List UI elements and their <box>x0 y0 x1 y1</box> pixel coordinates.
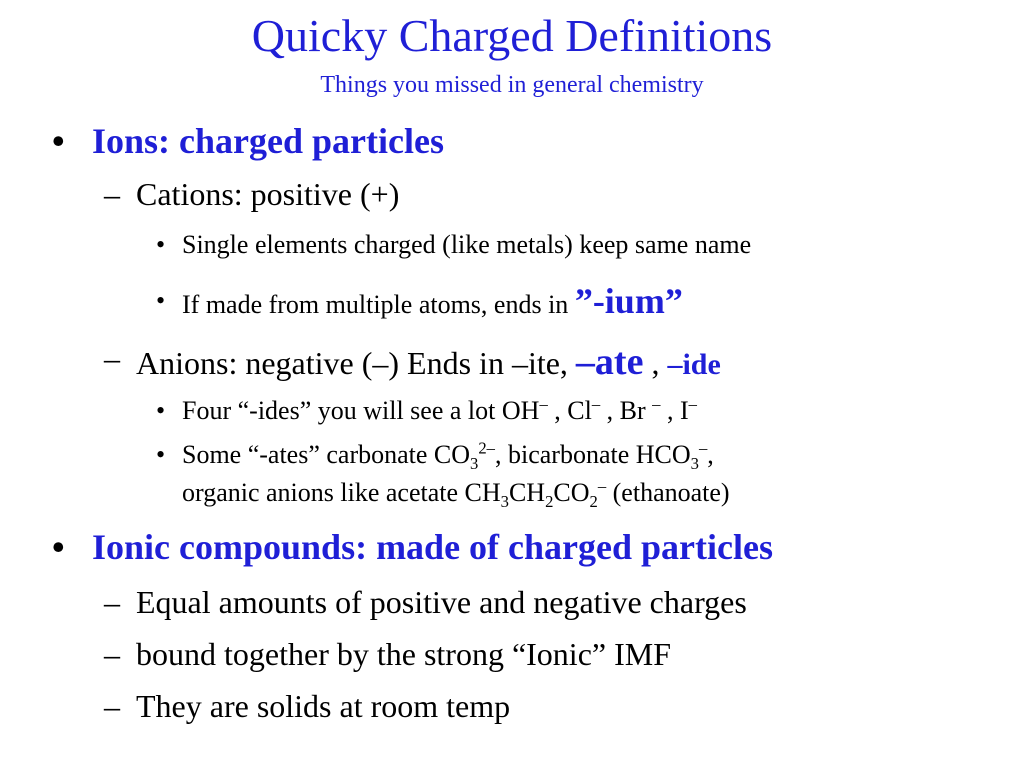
slide-title: Quicky Charged Definitions <box>251 10 773 61</box>
dash-marker: – <box>104 636 120 672</box>
charge-superscript: – <box>698 438 708 458</box>
ium-suffix: ”-ium” <box>574 281 683 321</box>
anions-separator: , <box>651 345 660 381</box>
cations-line: Cations: positive (+) <box>136 176 400 212</box>
formula-subscript: 3 <box>690 454 699 474</box>
anions-bullet-1 <box>182 396 697 426</box>
anions-bullet-2-text: , <box>707 440 714 469</box>
formula-subscript: 2 <box>589 492 598 512</box>
ionic-bullet-2: bound together by the strong “Ionic” IMF <box>136 636 671 672</box>
charge-superscript: – <box>591 394 601 414</box>
charge-superscript: – <box>597 476 607 496</box>
bullet-marker: • <box>52 527 65 567</box>
ionic-bullet-3: They are solids at room temp <box>136 688 511 724</box>
formula-subscript: 3 <box>500 492 509 512</box>
cations-bullet-1: Single elements charged (like metals) keep same name <box>182 230 752 259</box>
charge-superscript: 2– <box>478 438 495 458</box>
anions-bullet-2-text: organic anions like acetate CH <box>182 478 501 507</box>
dash-marker: – <box>104 176 120 212</box>
cations-bullet-2 <box>182 280 683 322</box>
ions-heading: Ions: charged particles <box>92 121 444 161</box>
anions-bullet-2-text: (ethanoate) <box>606 478 730 507</box>
charge-superscript: – <box>688 394 697 414</box>
ionic-heading: Ionic compounds: made of charged particles <box>92 527 773 567</box>
anions-bullet-2-text: CO <box>553 478 590 507</box>
dash-marker: – <box>104 584 120 620</box>
bullet-marker: • <box>156 286 166 315</box>
anions-bullet-2-line-2 <box>182 476 730 512</box>
formula-subscript: 2 <box>545 492 554 512</box>
bullet-marker: • <box>52 121 65 161</box>
anions-text: Anions: negative (–) Ends in –ite, <box>136 345 568 381</box>
anions-bullet-2-text: CH <box>508 478 546 507</box>
anions-bullet-1-text: Four “-ides” you will see a lot OH <box>182 396 540 425</box>
anions-bullet-1-text: , Cl <box>547 396 592 425</box>
dash-marker: – <box>104 688 120 724</box>
cations-bullet-2-text: If made from multiple atoms, ends in <box>182 290 569 319</box>
charge-superscript: – <box>539 394 548 414</box>
bullet-marker: • <box>156 396 166 425</box>
anions-bullet-2-text: Some “-ates” carbonate CO <box>182 440 471 469</box>
slide-subtitle: Things you missed in general chemistry <box>320 72 704 98</box>
anions-bullet-2-line-1 <box>182 438 714 474</box>
dash-marker: – <box>104 340 120 376</box>
anions-line <box>136 340 721 384</box>
ide-suffix: –ide <box>667 348 721 381</box>
formula-subscript: 3 <box>470 454 479 474</box>
anions-bullet-1-text: , I <box>660 396 689 425</box>
anions-bullet-2-text: , bicarbonate HCO <box>494 440 691 469</box>
anions-bullet-1-text: , Br <box>600 396 653 425</box>
bullet-marker: • <box>156 230 166 259</box>
ionic-bullet-1: Equal amounts of positive and negative charges <box>136 584 747 620</box>
ate-suffix: –ate <box>575 341 644 383</box>
charge-superscript: – <box>652 394 661 414</box>
bullet-marker: • <box>156 440 166 469</box>
